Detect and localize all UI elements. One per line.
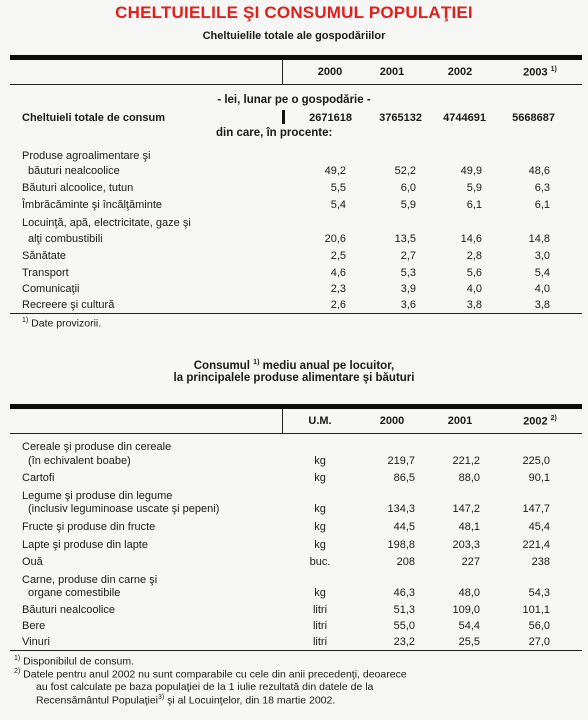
row-label: Produse agroalimentare şi <box>22 150 151 162</box>
table-cell: 44,5 <box>393 521 415 533</box>
total-row-marker <box>282 110 285 124</box>
table-cell: 221,4 <box>522 539 550 551</box>
row-label: Ouă <box>22 556 43 568</box>
table-cell: 51,3 <box>393 604 415 616</box>
table-cell: 48,1 <box>458 521 480 533</box>
table-cell: 147,2 <box>452 503 480 515</box>
table2-title-part: Consumul <box>193 359 250 372</box>
row-label: Vinuri <box>22 636 50 648</box>
row-label: Băuturi alcoolice, tutun <box>22 182 134 194</box>
table1-year-header: 2002 <box>447 66 473 78</box>
table-cell: 6,1 <box>534 199 550 211</box>
table-cell: 14,8 <box>528 233 550 245</box>
row-label: alţi combustibili <box>28 233 103 245</box>
table1-header-rule <box>10 84 582 85</box>
table-cell: 5,4 <box>330 199 346 211</box>
table-cell: 27,0 <box>528 636 550 648</box>
table-cell: 147,7 <box>522 503 550 515</box>
table-cell: 49,2 <box>324 165 346 177</box>
table-cell: 5,3 <box>400 267 416 279</box>
table-cell: 2,5 <box>330 250 346 262</box>
table-cell: 5668687 <box>512 112 555 124</box>
table2-footnote-2-line2: au fost calculate pe baza populaţiei de la 1 iulie rezultată din datele de la <box>36 681 374 693</box>
table-cell: 54,3 <box>528 587 550 599</box>
table-cell: 134,3 <box>387 503 415 515</box>
table-cell: 227 <box>461 556 480 568</box>
table-cell: 88,0 <box>458 472 480 484</box>
table-cell: 20,6 <box>324 233 346 245</box>
table-cell: 2,7 <box>400 250 416 262</box>
table1-unit: - lei, lunar pe o gospodărie - <box>217 94 371 106</box>
percent-subheading: din care, în procente: <box>216 127 333 139</box>
unit-cell: litri <box>312 604 328 616</box>
table-cell: 4,6 <box>330 267 346 279</box>
table-cell: 5,4 <box>534 267 550 279</box>
table-cell: 52,2 <box>394 165 416 177</box>
table-cell: 5,5 <box>330 182 346 194</box>
table1-year-header: 2001 <box>379 66 405 78</box>
table-cell: 25,5 <box>458 636 480 648</box>
row-label: Cereale şi produse din cereale <box>22 441 172 453</box>
table-cell: 221,2 <box>452 455 480 467</box>
row-label: Recreere şi cultură <box>22 299 115 311</box>
table-cell: 198,8 <box>387 539 415 551</box>
table-cell: 56,0 <box>528 620 550 632</box>
row-label: Legume şi produse din legume <box>22 490 173 502</box>
table-cell: 4,0 <box>466 283 482 295</box>
table-cell: 2,8 <box>466 250 482 262</box>
table2-year-header-note <box>505 415 575 428</box>
table2-footnote-1 <box>14 655 134 668</box>
row-label: Comunicaţii <box>22 283 80 295</box>
table-cell: 5,9 <box>466 182 482 194</box>
table-cell: 238 <box>531 556 550 568</box>
row-label: Transport <box>22 267 69 279</box>
table-cell: 23,2 <box>393 636 415 648</box>
table-cell: 55,0 <box>393 620 415 632</box>
unit-cell: kg <box>314 503 326 515</box>
row-label: Lapte şi produse din lapte <box>22 539 148 551</box>
table-cell: 54,4 <box>458 620 480 632</box>
footnote-mark: 1) <box>14 655 21 662</box>
footnote-mark: 3) <box>158 694 165 701</box>
table-cell: 219,7 <box>387 455 415 467</box>
footnote-mark: 1) <box>550 66 557 73</box>
table2-year-header: 2001 <box>447 415 473 427</box>
table-cell: 3,8 <box>466 299 482 311</box>
table-cell: 225,0 <box>522 455 550 467</box>
total-consumption-label: Cheltuieli totale de consum <box>22 112 166 124</box>
table2-top-rule <box>10 404 582 409</box>
unit-cell: litri <box>312 620 328 632</box>
row-label: Fructe şi produse din fructe <box>22 521 156 533</box>
table-cell: 2671618 <box>309 112 352 124</box>
unit-cell: kg <box>314 472 326 484</box>
table1-year-header: 2000 <box>317 66 343 78</box>
table-cell: 86,5 <box>393 472 415 484</box>
table1-bottom-rule <box>10 313 582 314</box>
unit-cell: kg <box>314 587 326 599</box>
page-title: CHELTUIELILE ŞI CONSUMUL POPULAŢIEI <box>115 3 473 22</box>
year-label: 2002 <box>523 415 548 428</box>
footnote-text: Disponibilul de consum. <box>23 655 135 668</box>
table-cell: 2,6 <box>330 299 346 311</box>
um-header: U.M. <box>308 415 332 427</box>
footnote-mark: 1) <box>253 359 260 366</box>
unit-cell: buc. <box>309 556 331 568</box>
year-label: 2003 <box>523 66 548 79</box>
row-label: Cartofi <box>22 472 55 484</box>
footnote-text: Recensământul Populaţiei <box>36 694 158 707</box>
table1-footnote <box>22 317 101 330</box>
row-label: Îmbrăcăminte şi încălţăminte <box>22 199 162 211</box>
table2-year-header: 2000 <box>379 415 405 427</box>
footnote-text: Date provizorii. <box>31 317 102 330</box>
table2-footnote-2-line3 <box>36 694 335 707</box>
table-cell: 4744691 <box>443 112 486 124</box>
table2-title-line2: la principalele produse alimentare şi băuturi <box>173 372 415 384</box>
table-cell: 208 <box>396 556 415 568</box>
table-cell: 4,0 <box>534 283 550 295</box>
table1-header-divider <box>282 60 283 84</box>
table-cell: 3,8 <box>534 299 550 311</box>
unit-cell: kg <box>314 521 326 533</box>
table-cell: 3,0 <box>534 250 550 262</box>
row-label: băuturi nealcoolice <box>28 165 120 177</box>
table-cell: 45,4 <box>528 521 550 533</box>
footnote-text: şi al Locuinţelor, din 18 martie 2002. <box>167 694 336 707</box>
table-cell: 13,5 <box>394 233 416 245</box>
table2-header-divider <box>282 409 283 434</box>
table1-subtitle: Cheltuielile totale ale gospodăriilor <box>202 30 386 42</box>
unit-cell: litri <box>312 636 328 648</box>
table-cell: 6,3 <box>534 182 550 194</box>
table-cell: 6,0 <box>400 182 416 194</box>
table-cell: 101,1 <box>522 604 550 616</box>
table-cell: 3,6 <box>400 299 416 311</box>
table-cell: 48,0 <box>458 587 480 599</box>
table-cell: 5,9 <box>400 199 416 211</box>
table2-footnote-2 <box>14 668 407 681</box>
row-label: (inclusiv leguminoase uscate şi pepeni) <box>28 503 220 515</box>
row-label: Locuinţă, apă, electricitate, gaze şi <box>22 217 191 229</box>
table-cell: 203,3 <box>452 539 480 551</box>
table-cell: 109,0 <box>452 604 480 616</box>
unit-cell: kg <box>314 539 326 551</box>
table2-title-part: mediu anual pe locuitor, <box>262 359 395 372</box>
row-label: Carne, produse din carne şi <box>22 574 158 586</box>
table-cell: 5,6 <box>466 267 482 279</box>
table-cell: 90,1 <box>528 472 550 484</box>
table-cell: 46,3 <box>393 587 415 599</box>
table-cell: 3765132 <box>379 112 422 124</box>
table-cell: 14,6 <box>460 233 482 245</box>
row-label: Băuturi nealcoolice <box>22 604 115 616</box>
row-label: (în echivalent boabe) <box>28 455 131 467</box>
table-cell: 6,1 <box>466 199 482 211</box>
table-cell: 49,9 <box>460 165 482 177</box>
row-label: Bere <box>22 620 46 632</box>
table2-header-rule <box>10 433 582 434</box>
table1-top-rule <box>10 55 582 60</box>
table-cell: 48,6 <box>528 165 550 177</box>
table-cell: 3,9 <box>400 283 416 295</box>
table-cell: 2,3 <box>330 283 346 295</box>
row-label: organe comestibile <box>28 587 121 599</box>
table2-bottom-rule <box>10 650 582 651</box>
footnote-mark: 2) <box>550 415 557 422</box>
footnote-mark: 2) <box>14 668 21 675</box>
row-label: Sănătate <box>22 250 67 262</box>
footnote-text: Datele pentru anul 2002 nu sunt comparabile cu cele din anii precedenţi, deoarece <box>23 668 407 681</box>
table1-year-header-provisional <box>505 66 575 79</box>
footnote-mark: 1) <box>22 317 29 324</box>
unit-cell: kg <box>314 455 326 467</box>
